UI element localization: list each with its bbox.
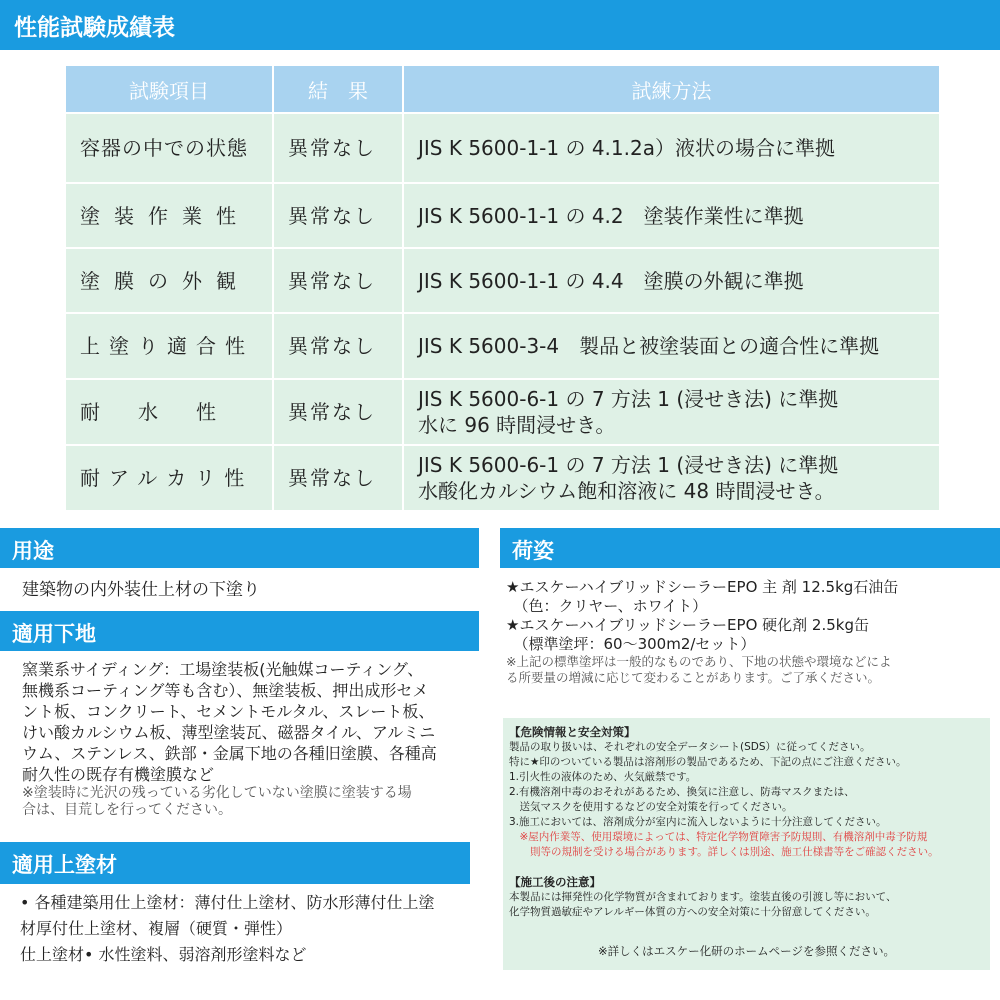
substrate-note-line: 合は、目荒しを行ってください。 — [22, 802, 232, 818]
substrate-line: 窯業系サイディング：工場塗装板(光触媒コーティング、 — [22, 660, 424, 679]
method-line: 水に 96 時間浸せき。 — [418, 413, 616, 437]
test-method — [403, 445, 940, 511]
safety-line: 特に★印のついている製品は溶剤形の製品であるため、下記の点にご注意ください。 — [509, 756, 907, 768]
packaging-note-line: ※上記の標準塗坪は一般的なものであり、下地の状態や環境などによ — [506, 654, 892, 669]
table-row — [65, 183, 940, 248]
packaging-line: （標準塗坪：60～300m2/セット） — [506, 635, 756, 653]
packaging-note — [506, 654, 898, 686]
safety-box — [503, 718, 990, 970]
substrate-note — [22, 785, 480, 819]
substrate-line: ウム、ステンレス、鉄部・金属下地の各種旧塗膜、各種高 — [22, 744, 437, 763]
after-line: 化学物質過敏症やアレルギー体質の方への安全対策に十分留意してください。 — [509, 906, 876, 918]
test-result: 異常なし — [273, 313, 403, 379]
usage-title: 用途 — [12, 539, 54, 563]
safety-content — [509, 724, 939, 920]
table-row — [65, 379, 940, 445]
topcoat-text — [20, 890, 435, 968]
test-item: 上塗り適合性 — [65, 313, 273, 379]
test-item: 耐アルカリ性 — [65, 445, 273, 511]
test-result: 異常なし — [273, 248, 403, 313]
title-banner — [0, 0, 1000, 50]
header-result: 結 果 — [273, 65, 403, 113]
page-title: 性能試験成績表 — [14, 15, 175, 41]
safety-line: 送気マスクを使用するなどの安全対策を行ってください。 — [509, 801, 793, 813]
substrate-title: 適用下地 — [12, 622, 96, 646]
safety-line: 2.有機溶剤中毒のおそれがあるため、換気に注意し、防毒マスクまたは、 — [509, 786, 855, 798]
substrate-note-line: ※塗装時に光沢の残っている劣化していない塗膜に塗装する場 — [22, 785, 412, 801]
test-result: 異常なし — [273, 113, 403, 183]
test-item: 塗装作業性 — [65, 183, 273, 248]
test-item: 耐 水 性 — [65, 379, 273, 445]
topcoat-line: 材厚付仕上塗材、複層（硬質・弾性） — [20, 919, 293, 938]
method-line: JIS K 5600-6-1 の 7 方法 1 (浸せき法) に準拠 — [418, 453, 839, 477]
method-line: JIS K 5600-3-4 製品と被塗装面との適合性に準拠 — [418, 334, 880, 358]
safety-heading: 【危険情報と安全対策】 — [509, 725, 636, 739]
after-heading: 【施工後の注意】 — [509, 875, 601, 889]
table-row — [65, 313, 940, 379]
header-item: 試験項目 — [65, 65, 273, 113]
packaging-line: ★エスケーハイブリッドシーラーEPO 硬化剤 2.5kg缶 — [506, 616, 869, 634]
packaging-title: 荷姿 — [512, 539, 554, 563]
safety-line: 製品の取り扱いは、それぞれの安全データシート(SDS）に従ってください。 — [509, 741, 871, 753]
test-item: 塗膜の外観 — [65, 248, 273, 313]
test-method — [403, 113, 940, 183]
topcoat-section-bar — [0, 842, 470, 884]
test-result: 異常なし — [273, 183, 403, 248]
method-line: JIS K 5600-1-1 の 4.2 塗装作業性に準拠 — [418, 203, 804, 228]
table-row — [65, 248, 940, 313]
packaging-text — [506, 578, 898, 686]
safety-warning-line: 則等の規制を受ける場合があります。詳しくは別途、施工仕様書等をご確認ください。 — [509, 846, 939, 858]
test-method — [403, 248, 940, 313]
topcoat-line: 仕上塗材• 水性塗料、弱溶剤形塗料など — [20, 945, 307, 964]
safety-line: 3.施工においては、溶剤成分が室内に流入しないように十分注意してください。 — [509, 816, 887, 828]
method-line: JIS K 5600-1-1 の 4.1.2a）液状の場合に準拠 — [418, 136, 835, 160]
method-line: 水酸化カルシウム飽和溶液に 48 時間浸せき。 — [418, 479, 835, 503]
safety-line: 1.引火性の液体のため、火気厳禁です。 — [509, 771, 697, 783]
substrate-line: けい酸カルシウム板、薄型塗装瓦、磁器タイル、アルミニ — [22, 723, 436, 742]
topcoat-line: • 各種建築用仕上塗材：薄付仕上塗材、防水形薄付仕上塗 — [20, 893, 435, 912]
packaging-line: ★エスケーハイブリッドシーラーEPO 主 剤 12.5kg石油缶 — [506, 578, 899, 596]
table-row — [65, 113, 940, 183]
table-header-row — [65, 65, 940, 113]
substrate-line: 無機系コーティング等も含む）、無塗装板、押出成形セメ — [22, 681, 429, 700]
test-method — [403, 379, 940, 445]
substrate-line: 耐久性の既存有機塗膜など — [22, 765, 215, 784]
usage-text: 建築物の内外装仕上材の下塗り — [22, 580, 260, 600]
test-method — [403, 313, 940, 379]
substrate-text — [22, 659, 480, 819]
safety-warning-line: ※屋内作業等、使用環境によっては、特定化学物質障害予防規則、有機溶剤中毒予防規 — [509, 831, 928, 843]
results-table — [64, 64, 941, 512]
test-method — [403, 183, 940, 248]
test-result: 異常なし — [273, 445, 403, 511]
packaging-line: （色：クリヤー、ホワイト） — [506, 597, 708, 615]
usage-section-bar — [0, 528, 479, 568]
method-line: JIS K 5600-6-1 の 7 方法 1 (浸せき法) に準拠 — [418, 387, 839, 411]
test-result: 異常なし — [273, 379, 403, 445]
topcoat-title: 適用上塗材 — [12, 853, 117, 877]
substrate-section-bar — [0, 611, 479, 651]
method-line: JIS K 5600-1-1 の 4.4 塗膜の外観に準拠 — [418, 268, 804, 293]
packaging-note-line: る所要量の増減に応じて変わることがあります。ご了承ください。 — [506, 670, 881, 685]
substrate-line: ント板、コンクリート、セメントモルタル、スレート板、 — [22, 702, 435, 721]
header-method: 試練方法 — [403, 65, 940, 113]
safety-footer: ※詳しくはエスケー化研のホームページを参照ください。 — [598, 944, 895, 958]
after-line: 本製品には揮発性の化学物質が含まれております。塗装直後の引渡し等において、 — [509, 891, 897, 903]
packaging-section-bar — [500, 528, 1000, 568]
table-row — [65, 445, 940, 511]
test-item: 容器の中での状態 — [65, 113, 273, 183]
